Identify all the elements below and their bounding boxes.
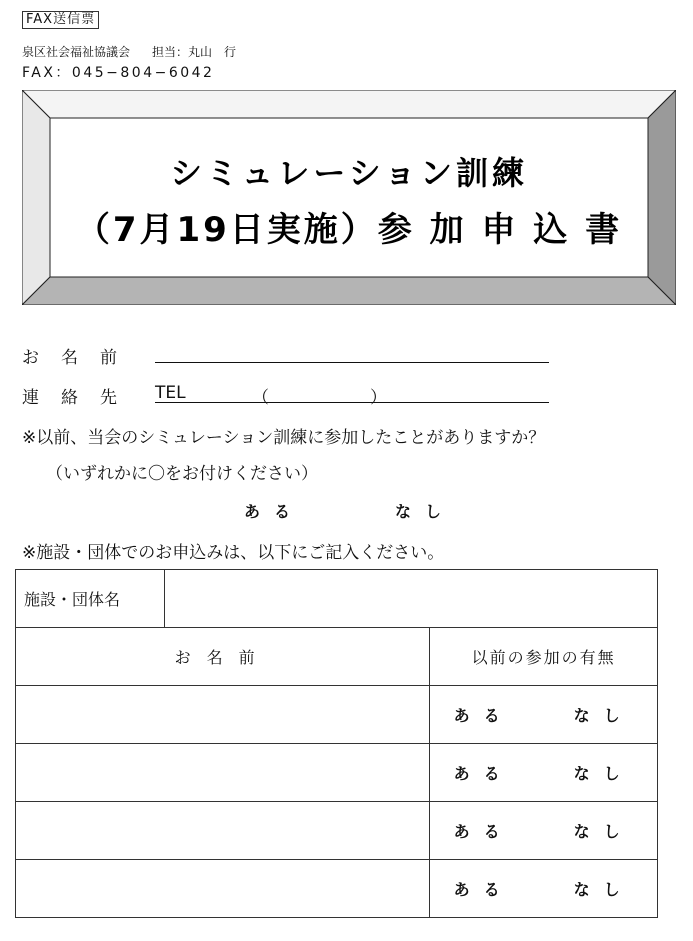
column-header-name: お名前 xyxy=(16,628,430,686)
title-frame xyxy=(22,90,676,305)
choice-no[interactable]: なし xyxy=(573,880,634,899)
circle-instruction: （いずれかに〇をお付けください） xyxy=(46,464,318,484)
contact-field[interactable] xyxy=(155,402,549,403)
recipient-line xyxy=(22,43,236,60)
name-label: お名前 xyxy=(22,348,139,368)
recipient-name: 泉区社会福祉協議会 xyxy=(22,45,131,59)
contact-row xyxy=(22,383,139,408)
participation-choice xyxy=(430,860,658,918)
bevel-frame-graphic xyxy=(22,90,676,305)
choice-yes[interactable]: ある xyxy=(453,764,514,783)
participant-name-field[interactable] xyxy=(16,802,430,860)
facility-name-label: 施設・団体名 xyxy=(16,570,165,628)
choice-no[interactable]: なし xyxy=(573,764,634,783)
name-row xyxy=(22,343,139,368)
choice-yes[interactable]: ある xyxy=(453,706,514,725)
application-table xyxy=(15,569,658,918)
column-header-participation: 以前の参加の有無 xyxy=(430,628,658,686)
participation-choice xyxy=(430,802,658,860)
participant-name-field[interactable] xyxy=(16,744,430,802)
choice-no[interactable]: なし xyxy=(573,706,634,725)
table-row xyxy=(16,860,658,918)
staff-name: 担当：丸山 行 xyxy=(152,45,237,59)
table-row xyxy=(16,744,658,802)
table-row xyxy=(16,802,658,860)
paren-open: （ xyxy=(252,388,269,408)
choice-yes[interactable]: ある xyxy=(453,822,514,841)
answer-yes-option[interactable]: ある xyxy=(244,502,305,521)
title-line-2: （7月19日実施）参 加 申 込 書 xyxy=(75,210,623,250)
facility-row xyxy=(16,570,658,628)
title-line-1: シミュレーション訓練 xyxy=(169,154,529,192)
fax-form-label: FAX送信票 xyxy=(22,11,99,29)
paren-close: ） xyxy=(370,388,387,408)
answer-no-option[interactable]: なし xyxy=(395,502,456,521)
participation-choice xyxy=(430,744,658,802)
facility-note: ※施設・団体でのお申込みは、以下にご記入ください。 xyxy=(22,543,445,563)
name-field[interactable] xyxy=(155,362,549,363)
participation-question: ※以前、当会のシミュレーション訓練に参加したことがありますか？ xyxy=(22,428,546,448)
table-header-row xyxy=(16,628,658,686)
fax-number: FAX：045−804−6042 xyxy=(22,65,215,81)
tel-label: TEL xyxy=(155,383,186,403)
participation-choice xyxy=(430,686,658,744)
choice-no[interactable]: なし xyxy=(573,822,634,841)
choice-yes[interactable]: ある xyxy=(453,880,514,899)
contact-label: 連絡先 xyxy=(22,388,139,408)
table-row xyxy=(16,686,658,744)
participant-name-field[interactable] xyxy=(16,860,430,918)
facility-name-field[interactable] xyxy=(165,570,658,628)
participant-name-field[interactable] xyxy=(16,686,430,744)
